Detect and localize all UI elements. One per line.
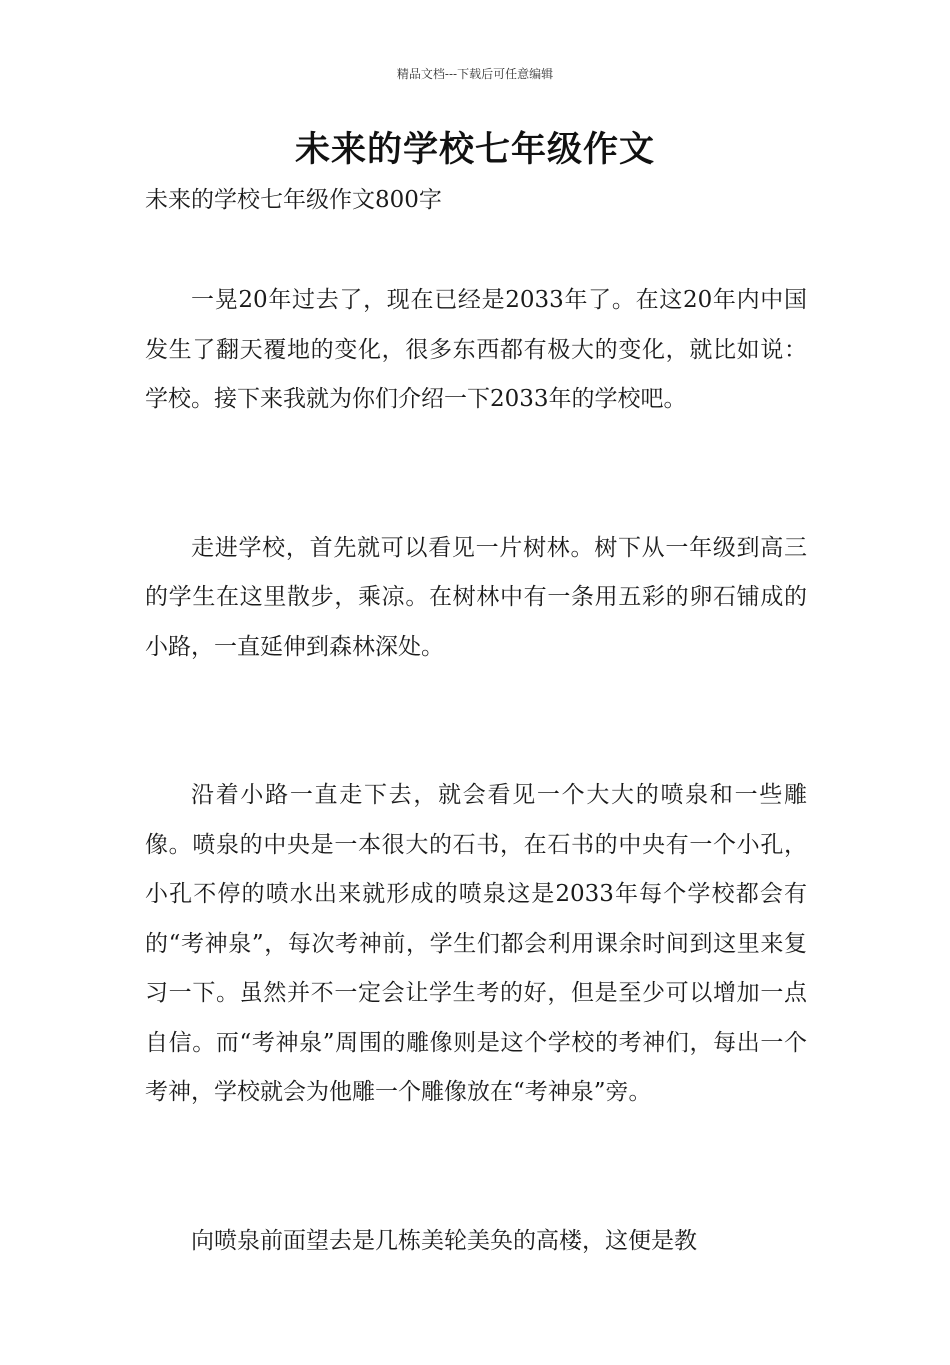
paragraph: 向喷泉前面望去是几栋美轮美奂的高楼，这便是教	[191, 1227, 697, 1254]
paragraph: 沿着小路一直走下去，就会看见一个大大的喷泉和一些雕像。喷泉的中央是一本很大的石书，在石书的中央有一个小孔，小孔不停的喷水出来就形成的喷泉这是2033年每个学校都会有的“考神泉”，每次考神前，学生们都会利用课余时间到这里来复习一下。虽然并不一定会让学生考的好，但是至少可以增加一点自信。而“考神泉”周围的雕像则是这个学校的考神们，每出一个考神，学校就会为他雕一个雕像放在“考神泉”旁。	[145, 782, 807, 1105]
paragraph: 走进学校，首先就可以看见一片树林。树下从一年级到高三的学生在这里散步，乘凉。在树林中有一条用五彩的卵石铺成的小路，一直延伸到森林深处。	[145, 534, 807, 660]
document-title: 未来的学校七年级作文	[294, 130, 655, 170]
page-header-note: 精品文档---下载后可任意编辑	[396, 67, 554, 81]
document-subtitle: 未来的学校七年级作文800字	[145, 187, 442, 213]
paragraph: 一晃20年过去了，现在已经是2033年了。在这20年内中国发生了翻天覆地的变化，很多东西都有极大的变化，就比如说：学校。接下来我就为你们介绍一下2033年的学校吧。	[145, 287, 807, 412]
document-body	[145, 276, 807, 1365]
